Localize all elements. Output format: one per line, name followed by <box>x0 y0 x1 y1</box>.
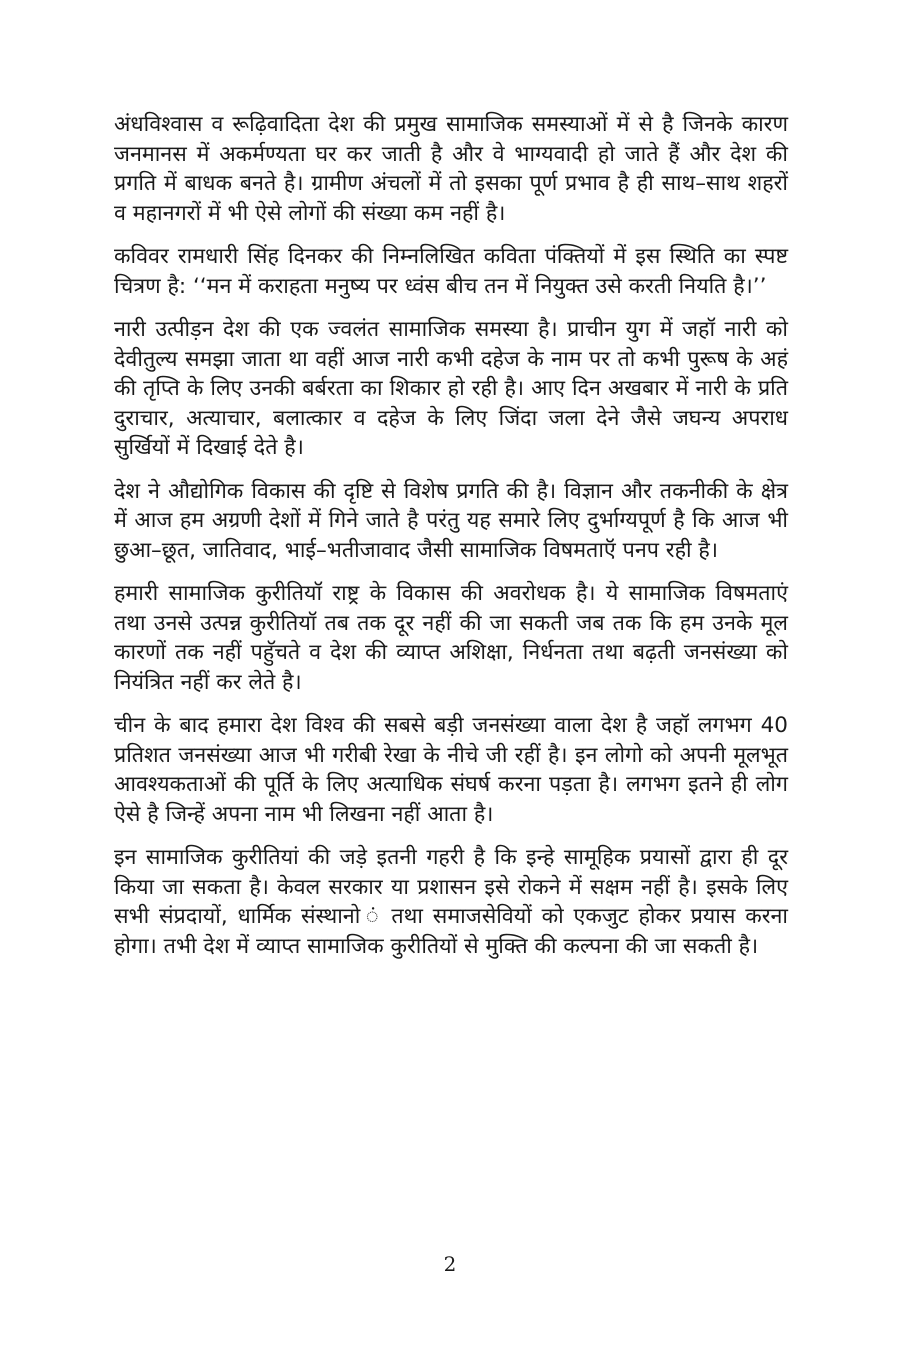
paragraph-women-oppression: नारी उत्पीड़न देश की एक ज्वलंत सामाजिक समस्या है। प्राचीन युग में जहॉ नारी को देवीतुल्य समझा जाता था वहीं आज नारी कभी दहेज के नाम पर तो कभी पुरूष के अहं की तृप्ति के लिए उनकी बर्बरता का शिकार हो रही है। आए दिन अखबार में नारी के प्रति दुराचार, अत्याचार, बलात्कार व दहेज के लिए जिंदा जला देने जैसे जघन्य अपराध सुर्खियों में दिखाई देते है। <box>114 317 788 460</box>
paragraph-collective-effort: इन सामाजिक कुरीतियां की जड़े इतनी गहरी है कि इन्हे सामूहिक प्रयासों द्वारा ही दूर किया जा सकता है। केवल सरकार या प्रशासन इसे रोकने में सक्षम नहीं है। इसके लिए सभी संप्रदायों, धार्मिक संस्थानो ं तथा समाजसेवियों को एकजुट होकर प्रयास करना होगा। तभी देश में व्याप्त सामाजिक कुरीतियों से मुक्ति की कल्पना की जा सकती है। <box>114 845 788 959</box>
document-body <box>114 110 788 975</box>
paragraph-population: चीन के बाद हमारा देश विश्व की सबसे बड़ी जनसंख्या वाला देश है जहॉ लगभग 40 प्रतिशत जनसंख्या आज भी गरीबी रेखा के नीचे जी रहीं है। इन लोगो को अपनी मूलभूत आवश्यकताओं की पूर्ति के लिए अत्याधिक संघर्ष करना पड़ता है। लगभग इतने ही लोग ऐसे है जिन्हें अपना नाम भी लिखना नहीं आता है। <box>114 713 788 827</box>
paragraph-superstition: अंधविश्वास व रूढ़िवादिता देश की प्रमुख सामाजिक समस्याओं में से है जिनके कारण जनमानस में अकर्मण्यता घर कर जाती है और वे भाग्यवादी हो जाते हैं और देश की प्रगति में बाधक बनते है। ग्रामीण अंचलों में तो इसका पूर्ण प्रभाव है ही साथ–साथ शहरों व महानगरों में भी ऐसे लोगों की संख्या कम नहीं है। <box>114 112 788 226</box>
paragraph-dinkar-quote: कविवर रामधारी सिंह दिनकर की निम्नलिखित कविता पंक्तियों में इस स्थिति का स्पष्ट चित्रण है: ‘‘मन में कराहता मनुष्य पर ध्वंस बीच तन में नियुक्त उसे करती नियति है।’’ <box>114 244 788 299</box>
paragraph-social-evils: हमारी सामाजिक कुरीतियॉ राष्ट्र के विकास की अवरोधक है। ये सामाजिक विषमताएं तथा उनसे उत्पन्न कुरीतियॉ तब तक दूर नहीं की जा सकती जब तक कि हम उनके मूल कारणों तक नहीं पहुॅचते व देश की व्याप्त अशिक्षा, निर्धनता तथा बढ़ती जनसंख्या को नियंत्रित नहीं कर लेते है। <box>114 581 788 695</box>
paragraph-industrial-progress: देश ने औद्योगिक विकास की दृष्टि से विशेष प्रगति की है। विज्ञान और तकनीकी के क्षेत्र में आज हम अग्रणी देशों में गिने जाते है परंतु यह समारे लिए दुर्भाग्यपूर्ण है कि आज भी छुआ–छूत, जातिवाद, भाई–भतीजावाद जैसी सामाजिक विषमताऍ पनप रही है। <box>114 478 788 563</box>
page-number: 2 <box>443 1252 457 1276</box>
